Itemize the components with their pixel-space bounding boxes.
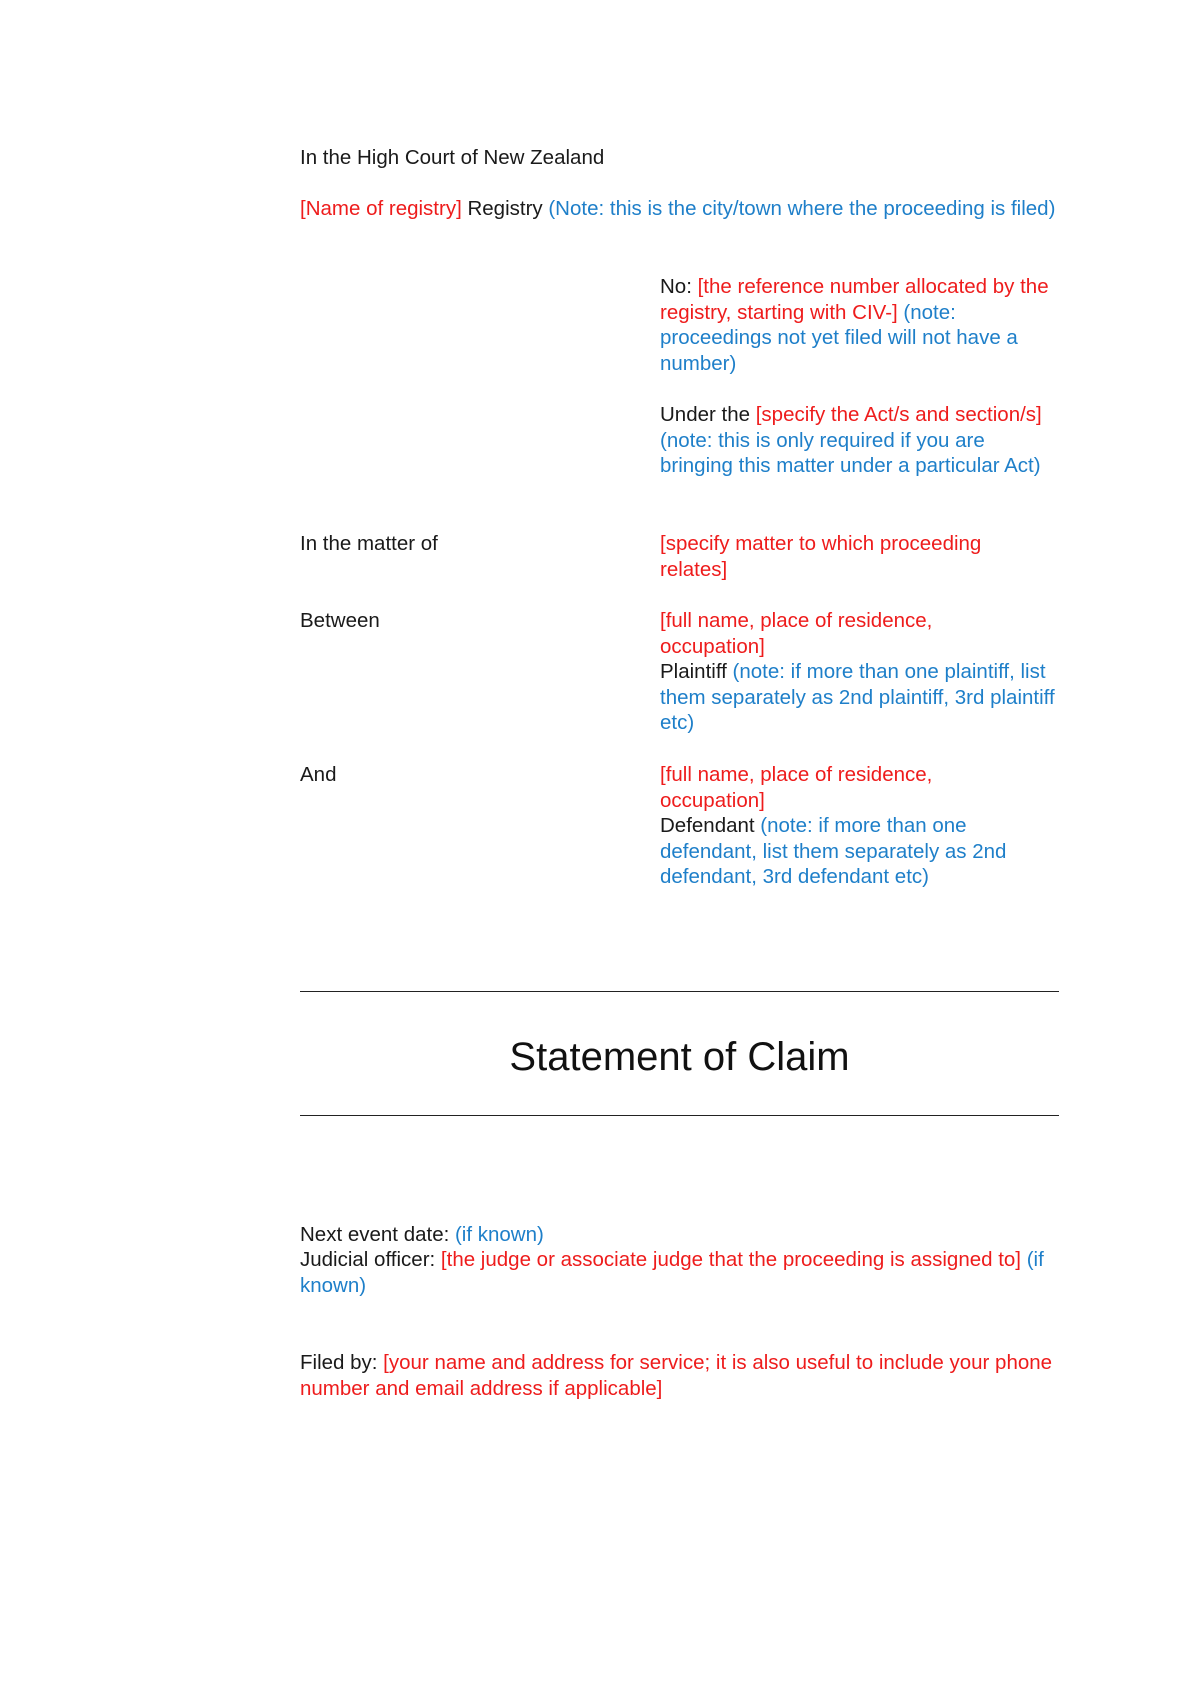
under-act-note: (note: this is only required if you are bringing this matter under a particular Act) xyxy=(660,428,1041,477)
registry-placeholder: [Name of registry] xyxy=(300,197,462,220)
filed-by-line xyxy=(300,1350,1060,1401)
case-number-label: No: xyxy=(660,275,698,298)
judicial-officer-placeholder: [the judge or associate judge that the proceeding is assigned to] xyxy=(440,1248,1022,1271)
next-event-note: (if known) xyxy=(454,1223,544,1246)
under-act-block xyxy=(660,402,1050,479)
between-label xyxy=(300,608,600,634)
matter-label-text: In the matter of xyxy=(300,532,438,555)
case-number-block xyxy=(660,274,1060,376)
under-act-label: Under the xyxy=(660,403,756,426)
next-event-label: Next event date: xyxy=(300,1223,455,1246)
and-label-text: And xyxy=(300,763,337,786)
plaintiff-note: (note: if more than one plaintiff, list them separately as 2nd plaintiff, 3rd plaintiff etc) xyxy=(660,660,1055,734)
registry-note: (Note: this is the city/town where the proceeding is filed) xyxy=(548,197,1056,220)
between-label-text: Between xyxy=(300,609,380,632)
registry-word: Registry xyxy=(461,197,549,220)
case-number-placeholder: [the reference number allocated by the registry, starting with CIV-] xyxy=(660,275,1049,324)
matter-value xyxy=(660,531,1030,582)
defendant-role: Defendant xyxy=(660,814,755,837)
defendant-note: (note: if more than one defendant, list them separately as 2nd defendant, 3rd defendant etc) xyxy=(660,814,1007,888)
registry-line xyxy=(300,196,1060,222)
and-label xyxy=(300,762,600,788)
filed-by-placeholder: [your name and address for service; it is also useful to include your phone number and email address if applicable] xyxy=(300,1351,1053,1400)
defendant-placeholder: [full name, place of residence, occupation] xyxy=(660,763,933,812)
matter-label xyxy=(300,531,600,557)
matter-placeholder: [specify matter to which proceeding relates] xyxy=(660,532,982,581)
case-number-note: (note: proceedings not yet filed will not have a number) xyxy=(660,300,1018,375)
title-rule-bottom xyxy=(300,1115,1059,1116)
defendant-block xyxy=(660,762,1060,890)
court-heading xyxy=(300,145,1060,171)
next-event-line xyxy=(300,1222,1060,1248)
document-title: Statement of Claim xyxy=(509,1035,850,1079)
judicial-officer-note: (if known) xyxy=(300,1248,1044,1297)
title-rule-top xyxy=(300,991,1059,992)
filed-by-label: Filed by: xyxy=(300,1351,384,1374)
judicial-officer-line xyxy=(300,1247,1060,1298)
plaintiff-placeholder: [full name, place of residence, occupation] xyxy=(660,609,933,658)
judicial-officer-label: Judicial officer: xyxy=(300,1248,441,1271)
under-act-placeholder: [specify the Act/s and section/s] xyxy=(755,403,1042,426)
plaintiff-role: Plaintiff xyxy=(660,660,727,683)
plaintiff-block xyxy=(660,608,1060,736)
court-heading-text: In the High Court of New Zealand xyxy=(300,146,605,169)
